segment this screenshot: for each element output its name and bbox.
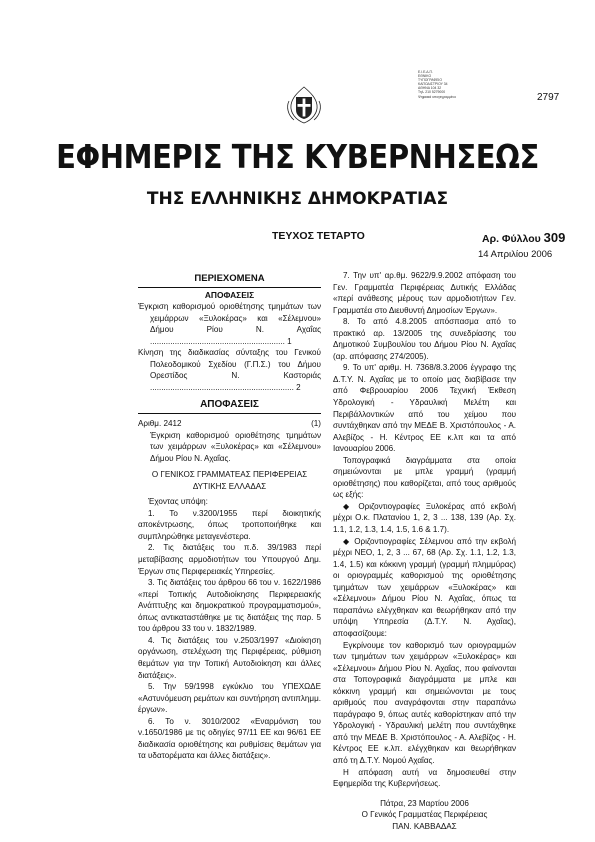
sheet-number (482, 230, 565, 245)
sheet-label: Αρ. Φύλλου (482, 233, 541, 245)
gazette-subtitle: ΤΗΣ ΕΛΛΗΝΙΚΗΣ ΔΗΜΟΚΡΑΤΙΑΣ (146, 189, 449, 209)
considerations-item: 1. Το ν.3200/1955 περί διοικητικής αποκέντρωσης, όπως τροποποιήθηκε και συμπληρώθηκε μεταγενέστερα. (138, 508, 321, 541)
authority-line: ΔΥΤΙΚΗΣ ΕΛΛΑΔΑΣ (192, 481, 267, 491)
publisher-line: ΚΑΠΟΔΙΣΤΡΙΟΥ 34 (418, 82, 448, 87)
publisher-line: Τηλ. 210 5279000 (418, 90, 446, 95)
right-column (333, 270, 516, 832)
place-date: Πάτρα, 23 Μαρτίου 2006 (380, 798, 469, 808)
considerations-item: 4. Τις διατάξεις του ν.2503/1997 «Διοίκηση οργάνωση, στελέχωση της Περιφέρειας, ρύθμιση θεμάτων για την Τοπική Αυτοδιοίκηση και άλλες διατάξεις». (138, 635, 321, 680)
considerations-item: 9. Το υπ' αριθμ. Η. 7368/8.3.2006 έγγραφο της Δ.Τ.Υ. Ν. Αχαΐας με το οποίο μας διαβίβασε την από Φεβρουαρίου 2006 Τεχνική Έκθεση Υδρολογική - Υδραυλική Μελέτη και Περιβάλλοντικών από του χείμου που συντάχθηκαν από την ΜΕΔΕ Β. Χριστόπουλος - Α. Αλεβίζος - Η. Κέντρος ΕΕ κ.λπ και τα από Ιανουαρίου 2006. (333, 363, 516, 454)
decision-mark: (1) (311, 419, 321, 429)
bullet-item: ◆ Οριζοντιογραφίες Σέλεμνου από την εκβολή μέχρι ΝΕΟ, 1, 2, 3 ... 67, 68 (Αρ. Σχ. 1.1, 1.2, 1.3, 1.4, 1.5) και κόκκινη γραμμή (γραμμή πλημμύρας) οι οριογραμμές καθορισμού της οριοθέτησης τμημάτων των χειμάρρων «Ξυλοκέρας» και «Σέλεμνου» Δήμου Ρίου Ν. Αχαΐας, όπως τα παραπάνω ελέγχθηκαν και θεωρήθηκαν από την υπόψη Υπηρεσία (Δ.Τ.Υ. Ν. Αχαΐας), αποφασίζουμε: (333, 536, 516, 638)
contents-heading: ΠΕΡΙΕΧΟΜΕΝΑ (194, 273, 265, 284)
considerations-item: 5. Την 59/1998 εγκύκλιο του ΥΠΕΧΩΔΕ «Αστυνόμευση ρεμάτων και συντήρηση αντιπλημμ. έργων». (138, 682, 321, 715)
issue-type: ΤΕΥΧΟΣ ΤΕΤΑΡΤΟ (272, 230, 365, 242)
signatory-title: Ο Γενικός Γραμματέας Περιφέρειας (361, 810, 488, 820)
contents-entry: Έγκριση καθορισμού οριοθέτησης τμημάτων των χειμάρρων «Ξυλοκέρας» και «Σέλεμνου» Δήμου Ρίου Ν. Αχαΐας ............................................................ 1 (138, 302, 321, 346)
coat-of-arms-emblem (284, 85, 324, 125)
publisher-info (418, 70, 498, 99)
authority-line: Ο ΓΕΝΙΚΟΣ ΓΡΑΜΜΑΤΕΑΣ ΠΕΡΙΦΕΡΕΙΑΣ (151, 470, 308, 480)
decision-number: Αριθμ. 2412 (138, 419, 182, 429)
bullet-item: ◆ Οριζοντιογραφίες Ξυλοκέρας από εκβολή μέχρι Ο.κ. Πλατανίου 1, 2, 3 ... 138, 139 (Αρ. Σχ. 1.1, 1.2, 1.3, 1.4, 1.5, 1.6 & 1.7). (333, 501, 516, 535)
page-number: 2797 (537, 92, 560, 103)
having-regard: Έχοντας υπόψη: (148, 497, 208, 507)
approval-paragraph: Εγκρίνουμε τον καθορισμό των οριογραμμών των τμημάτων των χειμάρρων «Ξυλοκέρας» και «Σέλεμνου» Δήμου Ρίου Ν. Αχαΐας, που φαίνονται στα Τοπογραφικά διαγράμματα με μπλε και κόκκινη γραμμή και σημειώνονται με τους αριθμούς που αναγράφονται στην παραπάνω παράγραφο 9, όπως αυτές καθορίστηκαν από την Υδρολογική - Υδραυλική μελέτη που συντάχθηκε από την ΜΕΔΕ Β. Χριστόπουλος - Α. Αλεβίζος - Η. Κέντρος ΕΕ κ.λπ. ελέγχθηκαν και θεωρήθηκαν από τη Δ.Τ.Υ. Νομού Αχαΐας. (333, 640, 516, 765)
left-column (138, 270, 321, 762)
contents-section-heading: ΑΠΟΦΑΣΕΙΣ (204, 289, 255, 300)
issue-date: 14 Απριλίου 2006 (478, 249, 553, 260)
decision-title: Έγκριση καθορισμού οριοθέτησης τμημάτων των χειμάρρων «Ξυλοκέρας» και «Σέλεμνου» Δήμου Ρίου Ν. Αχαΐας. (150, 430, 321, 463)
sheet-number-value: 309 (543, 230, 566, 245)
contents-entry: Κίνηση της διαδικασίας σύνταξης του Γενικού Πολεοδομικού Σχεδίου (Γ.Π.Σ.) του Δήμου Ορεστίδος Ν. Καστοριάς ................................................................ 2 (138, 348, 321, 392)
considerations-item: 3. Τις διατάξεις του άρθρου 66 του ν. 1622/1986 «περί Τοπικής Αυτοδιοίκησης Περιφερειακής Ανάπτυξης και δημοκρατικού προγραμματισμού», όπως αντικαταστάθηκε με τις διατάξεις της παρ. 5 του άρθρου 33 του ν. 1832/1989. (138, 578, 321, 634)
considerations-item: 7. Την υπ' αρ.θμ. 9622/9.9.2002 απόφαση του Γεν. Γραμματέα Περιφέρειας Δυτικής Ελλάδας «περί ανάθεσης μέρους των αρμοδιοτήτων Γεν. Γραμματέα στο Διευθυντή Δημοσίων Έργων». (333, 271, 516, 315)
decision-reference (138, 418, 321, 430)
considerations-item: 2. Τις διατάξεις του π.δ. 39/1983 περί μεταβίβασης αρμοδιοτήτων του Υπουργού Δημ. Έργων στις Περιφερειακές Υπηρεσίες. (138, 543, 321, 576)
publisher-line: ΕΘΝΙΚΟ (418, 74, 432, 79)
publisher-line: ΑΘΗΝΑ 104 32 (418, 86, 442, 91)
publication-order: Η απόφαση αυτή να δημοσιευθεί στην Εφημερίδα της Κυβερνήσεως. (333, 767, 516, 789)
signatory-name: ΠΑΝ. ΚΑΒΒΑΔΑΣ (392, 821, 457, 831)
publisher-line: ΤΥΠΟΓΡΑΦΕΙΟ (418, 78, 443, 83)
publisher-line: Ψηφιακά υπογεγραμμένο (418, 94, 457, 99)
gazette-title: ΕΦΗΜΕΡΙΣ ΤΗΣ ΚΥΒΕΡΝΗΣΕΩΣ (56, 137, 539, 176)
topographic-intro: Τοπογραφικά διαγράμματα στα οποία σημειώνονται με μπλε γραμμή (γραμμή οριοθέτησης) που καθορίζεται, από τους αριθμούς ως εξής: (333, 455, 516, 500)
table-of-contents (138, 301, 321, 393)
considerations-item: 8. Το από 4.8.2005 απόσπασμα από το πρακτικό αρ. 13/2005 της συνεδρίασης του Δημοτικού Συμβουλίου του Δήμου Ρίου Ν. Αχαΐας (αρ. απόφασης 274/2005). (333, 317, 516, 361)
publisher-line: Ε.Ι.Ε.Δ.Π. (418, 70, 433, 74)
decisions-heading: ΑΠΟΦΑΣΕΙΣ (200, 399, 259, 411)
considerations-item: 6. Το ν. 3010/2002 «Εναρμόνιση του ν.1650/1986 με τις οδηγίες 97/11 ΕΕ και 96/61 ΕΕ διαδικασία οριοθέτησης και ρυθμίσεις θεμάτων για τα υδατορέματα και άλλες διατάξεις». (138, 716, 321, 761)
